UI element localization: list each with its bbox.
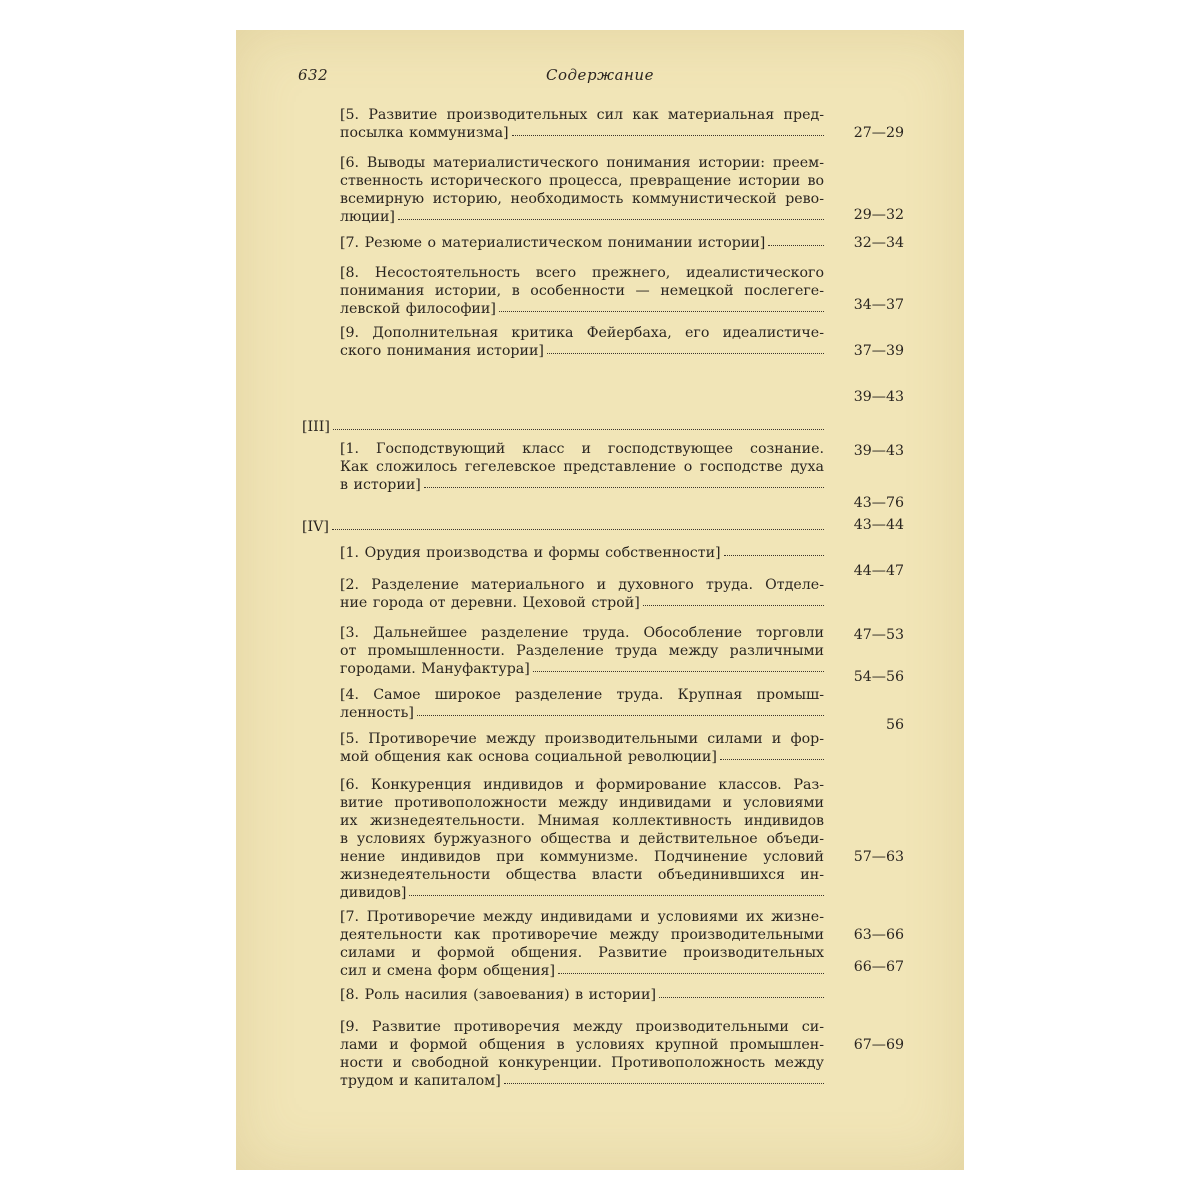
toc-entry [340, 324, 824, 360]
dot-leader [720, 759, 824, 760]
toc-entry [340, 686, 824, 722]
toc-section [302, 518, 824, 536]
entry-title-tail: левской философии] [340, 301, 496, 317]
entry-last-line [340, 124, 824, 142]
dot-leader [659, 997, 824, 998]
dot-leader [512, 135, 824, 136]
entry-line: [9. Развитие противоречия между производительными си- [340, 1019, 824, 1035]
page-range: 63—66 [853, 927, 904, 943]
dot-leader [533, 671, 824, 672]
entry-text [340, 106, 824, 124]
page-range: 56 [885, 717, 904, 733]
page-range: 47—53 [853, 627, 904, 643]
entry-line: в условиях буржуазного общества и действительное объеди- [340, 831, 824, 847]
entry-line: силами и формой общения. Развитие производительных [340, 945, 824, 961]
entry-line: ности и свободной конкуренции. Противоположность между [340, 1055, 824, 1071]
entry-title-tail: посылка коммунизма] [340, 125, 509, 141]
entry-title-tail: [IV] [302, 519, 329, 535]
entry-line: понимания истории, в особенности — немецкой послегеге- [340, 283, 824, 299]
toc-entry [340, 544, 824, 562]
entry-line: [9. Дополнительная критика Фейербаха, его идеалистиче- [340, 325, 824, 341]
entry-text [340, 624, 824, 660]
entry-title-tail: ние города от деревни. Цеховой строй] [340, 595, 640, 611]
entry-line: нение индивидов при коммунизме. Подчинение условий [340, 849, 824, 865]
page-range: 43—76 [853, 495, 904, 511]
entry-text [340, 324, 824, 342]
toc-entry [340, 776, 824, 902]
page-range: 34—37 [853, 297, 904, 313]
entry-text [340, 908, 824, 962]
page-range: 39—43 [853, 389, 904, 405]
entry-text [340, 440, 824, 476]
entry-line: деятельности как противоречие между производительными [340, 927, 824, 943]
entry-title-tail: сил и смена форм общения] [340, 963, 556, 979]
entry-last-line [340, 234, 824, 252]
entry-title-tail: дивидов] [340, 885, 407, 901]
dot-leader [499, 311, 824, 312]
entry-last-line [340, 748, 824, 766]
entry-last-line [340, 986, 824, 1004]
entry-line: [8. Несостоятельность всего прежнего, идеалистического [340, 265, 824, 281]
page-header [236, 66, 964, 88]
entry-text [340, 776, 824, 884]
page-range: 27—29 [853, 125, 904, 141]
entry-line: Как сложилось гегелевское представление о господстве духа [340, 459, 824, 475]
page-range: 54—56 [853, 669, 904, 685]
dot-leader [547, 353, 824, 354]
toc-entry [340, 1018, 824, 1090]
entry-title-tail: ского понимания истории] [340, 343, 544, 359]
dot-leader [333, 429, 824, 430]
dot-leader [643, 605, 824, 606]
entry-line: ственность исторического процесса, превращение истории во [340, 173, 824, 189]
toc-entry [340, 106, 824, 142]
page-range: 39—43 [853, 443, 904, 459]
entry-last-line [302, 418, 824, 436]
entry-title-tail: в истории] [340, 477, 421, 493]
entry-last-line [340, 300, 824, 318]
page-range: 43—44 [853, 517, 904, 533]
entry-last-line [340, 1072, 824, 1090]
entry-last-line [340, 208, 824, 226]
dot-leader [558, 973, 824, 974]
toc-entry [340, 154, 824, 226]
entry-title-tail: люции] [340, 209, 395, 225]
entry-last-line [340, 704, 824, 722]
toc-entry [340, 986, 824, 1004]
entry-last-line [340, 660, 824, 678]
entry-text [340, 154, 824, 208]
page-range: 37—39 [853, 343, 904, 359]
entry-line: [6. Выводы материалистического понимания истории: преем- [340, 155, 824, 171]
book-page [236, 30, 964, 1170]
entry-title-tail: городами. Мануфактура] [340, 661, 530, 677]
dot-leader [417, 715, 824, 716]
entry-last-line [340, 342, 824, 360]
page-range: 29—32 [853, 207, 904, 223]
page-range: 44—47 [853, 563, 904, 579]
page-range: 57—63 [853, 849, 904, 865]
entry-text [340, 686, 824, 704]
dot-leader [398, 219, 824, 220]
running-title: Содержание [546, 66, 654, 84]
toc-entry [340, 624, 824, 678]
entry-line: их жизнедеятельности. Мнимая коллективность индивидов [340, 813, 824, 829]
entry-last-line [340, 962, 824, 980]
page-range: 32—34 [853, 235, 904, 251]
entry-line: [5. Развитие производительных сил как материальная пред- [340, 107, 824, 123]
dot-leader [724, 555, 824, 556]
entry-line: [5. Противоречие между производительными силами и фор- [340, 731, 824, 747]
entry-title-tail: [7. Резюме о материалистическом понимании истории] [340, 235, 766, 251]
entry-text [340, 1018, 824, 1072]
entry-title-tail: [1. Орудия производства и формы собственности] [340, 545, 721, 561]
toc-entry [340, 264, 824, 318]
entry-line: [1. Господствующий класс и господствующее сознание. [340, 441, 824, 457]
entry-line: [7. Противоречие между индивидами и условиями их жизне- [340, 909, 824, 925]
toc-entry [340, 730, 824, 766]
entry-text [340, 730, 824, 748]
entry-title-tail: мой общения как основа социальной революции] [340, 749, 717, 765]
dot-leader [332, 529, 824, 530]
entry-line: всемирную историю, необходимость коммунистической рево- [340, 191, 824, 207]
entry-text [340, 576, 824, 594]
entry-line: [6. Конкуренция индивидов и формирование классов. Раз- [340, 777, 824, 793]
dot-leader [424, 487, 824, 488]
dot-leader [409, 895, 824, 896]
toc-section [302, 418, 824, 436]
entry-title-tail: [III] [302, 419, 330, 435]
entry-last-line [340, 884, 824, 902]
page-number: 632 [298, 66, 329, 84]
entry-text [340, 264, 824, 300]
toc-entry [340, 908, 824, 980]
entry-last-line [340, 544, 824, 562]
toc-entry [340, 576, 824, 612]
entry-title-tail: трудом и капиталом] [340, 1073, 501, 1089]
entry-last-line [340, 594, 824, 612]
entry-last-line [302, 518, 824, 536]
entry-line: [2. Разделение материального и духовного труда. Отделе- [340, 577, 824, 593]
entry-line: жизнедеятельности общества власти объединившихся ин- [340, 867, 824, 883]
entry-line: [4. Самое широкое разделение труда. Крупная промыш- [340, 687, 824, 703]
entry-line: лами и формой общения в условиях крупной промышлен- [340, 1037, 824, 1053]
toc-entry [340, 440, 824, 494]
dot-leader [504, 1083, 824, 1084]
entry-line: [3. Дальнейшее разделение труда. Обособление торговли [340, 625, 824, 641]
entry-line: витие противоположности между индивидами и условиями [340, 795, 824, 811]
page-range: 67—69 [853, 1037, 904, 1053]
entry-line: от промышленности. Разделение труда между различными [340, 643, 824, 659]
entry-title-tail: [8. Роль насилия (завоевания) в истории] [340, 987, 656, 1003]
toc-entry [340, 234, 824, 252]
page-range: 66—67 [853, 959, 904, 975]
entry-title-tail: ленность] [340, 705, 414, 721]
entry-last-line [340, 476, 824, 494]
